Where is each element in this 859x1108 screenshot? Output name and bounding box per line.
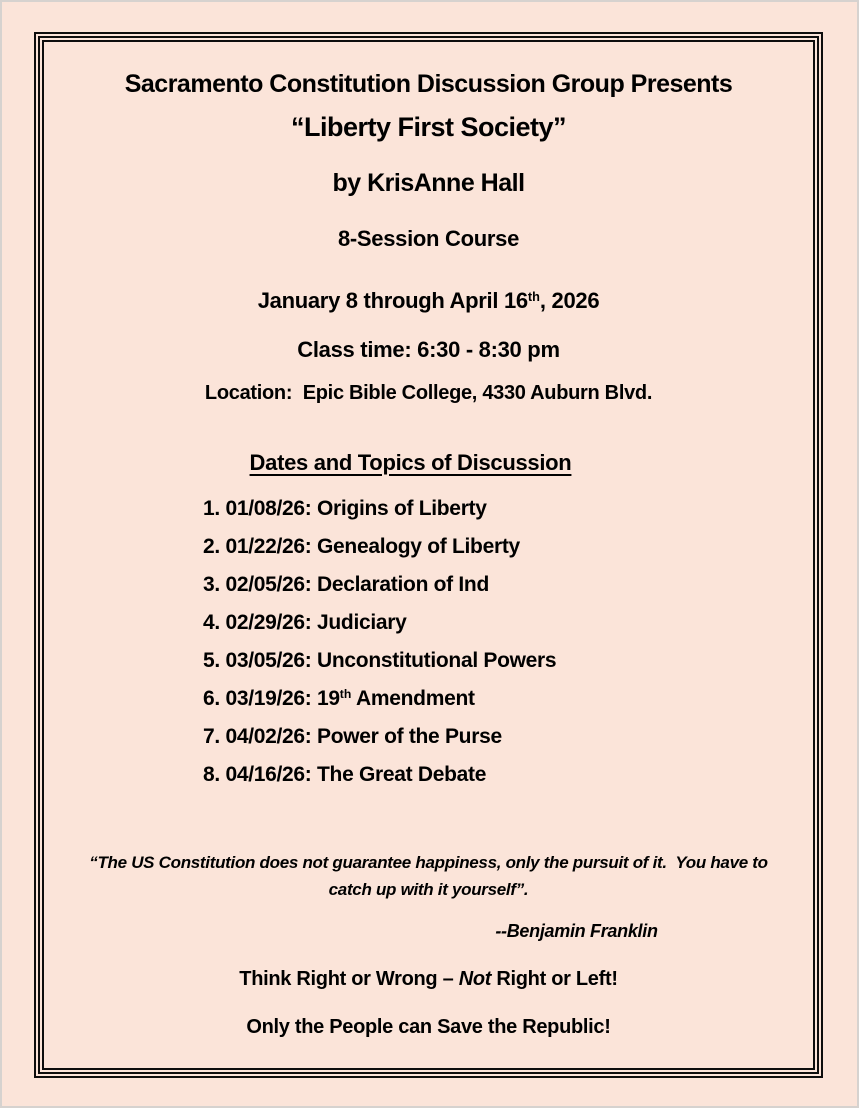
schedule-item-4 [203,605,813,643]
schedule-heading: Dates and Topics of Discussion [249,450,572,475]
slogan-1-suffix: Right or Left! [491,968,618,990]
schedule-item-2-text: 2. 01/22/26: Genealogy of Liberty [203,535,520,558]
schedule-item-4-text: 4. 02/29/26: Judiciary [203,611,407,634]
class-time-line: Class time: 6:30 - 8:30 pm [297,337,560,362]
presenter-line: Sacramento Constitution Discussion Group Presents [124,70,733,98]
flyer-title: “Liberty First Society” [290,112,567,142]
schedule-item-8 [203,757,813,795]
slogan-save-republic: Only the People can Save the Republic! [246,1016,611,1038]
page-border-outer [34,32,823,1078]
schedule-item-3-text: 3. 02/05/26: Declaration of Ind [203,573,489,596]
schedule-item-6 [203,681,813,719]
location-line: Location: Epic Bible College, 4330 Auburn Blvd. [204,382,653,404]
quote-attribution: --Benjamin Franklin [495,921,658,941]
course-line: 8-Session Course [337,226,520,251]
author-line: by KrisAnne Hall [332,169,525,197]
schedule-item-5-text: 5. 03/05/26: Unconstitutional Powers [203,649,557,672]
schedule-item-1-text: 1. 01/08/26: Origins of Liberty [203,497,487,520]
schedule-item-5 [203,643,813,681]
schedule-item-7-text: 7. 04/02/26: Power of the Purse [203,725,502,748]
date-range-text: January 8 through April 16 [257,288,528,313]
schedule-item-7 [203,719,813,757]
slogan-right-or-wrong [44,967,813,991]
schedule-item-2 [203,529,813,567]
schedule-item-3 [203,567,813,605]
slogan-1-emphasis: Not [458,968,492,990]
schedule-item-8-text: 8. 04/16/26: The Great Debate [203,763,487,786]
schedule-list [44,491,813,795]
date-range-superscript: th [527,288,540,304]
date-range-line [44,288,813,317]
schedule-item-6-text: 6. 03/19/26: 19 [203,687,340,710]
date-range-year: , 2026 [539,288,600,313]
schedule-item-6-superscript: th [339,687,352,702]
slogan-1-prefix: Think Right or Wrong – [239,968,459,990]
page-border-middle [38,36,819,1074]
schedule-item-6-suffix: Amendment [351,687,475,710]
page-border-inner [42,40,815,1070]
schedule-item-1 [203,491,813,529]
franklin-quote: “The US Constitution does not guarantee happiness, only the pursuit of it. You have to catch up with it yourself”. [89,853,773,899]
